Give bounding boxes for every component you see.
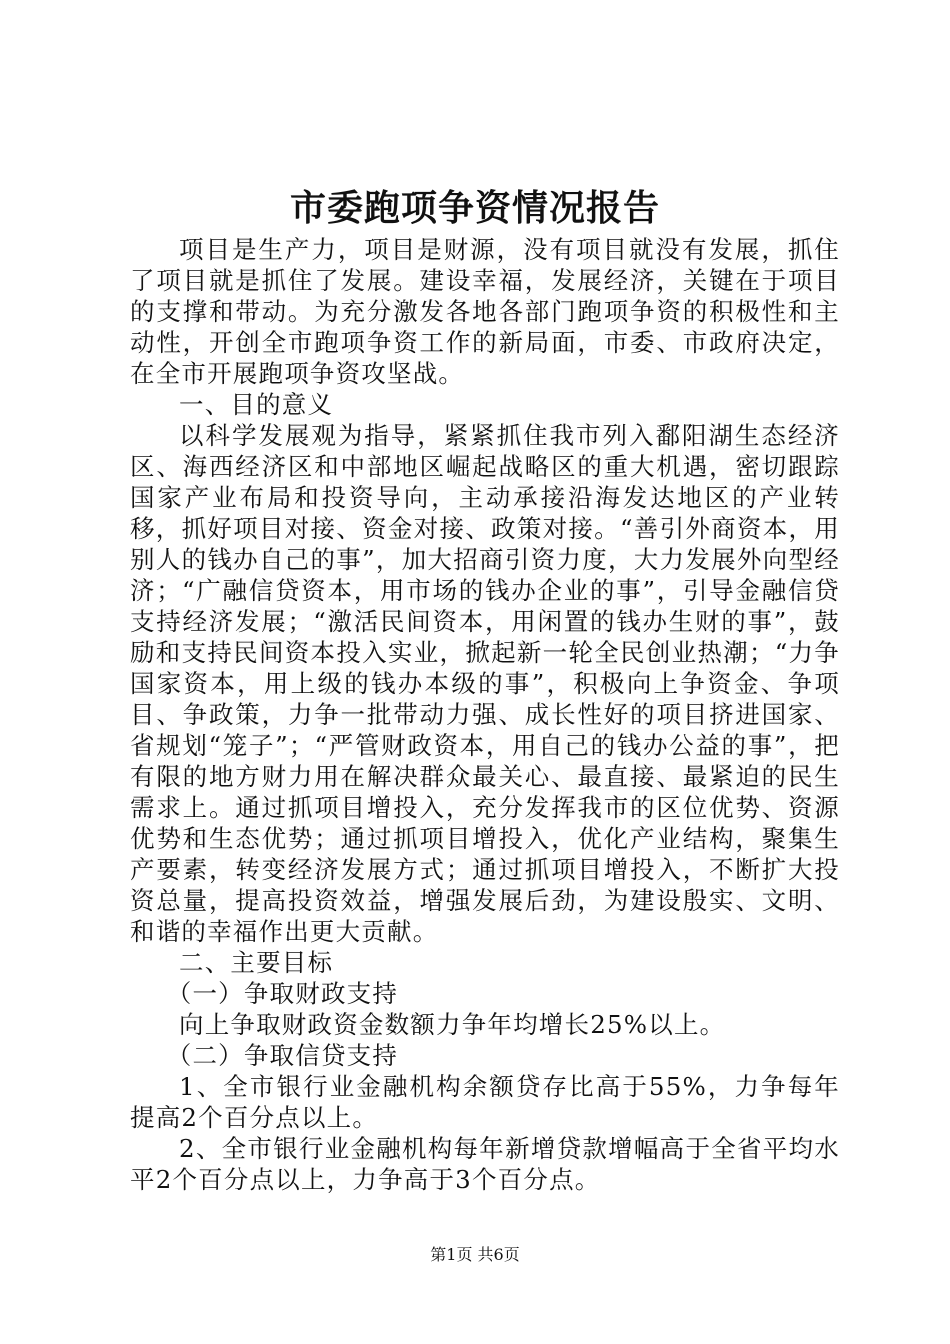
credit-item-1: 1、全市银行业金融机构余额贷存比高于55%，力争每年提高2个百分点以上。	[130, 1072, 840, 1132]
page-footer: 第1页 共6页	[430, 1245, 520, 1264]
document-body	[130, 234, 840, 1195]
subheading-credit-support: （二）争取信贷支持	[166, 1041, 399, 1070]
credit-item-2: 2、全市银行业金融机构每年新增贷款增幅高于全省平均水平2个百分点以上，力争高于3个百分点。	[130, 1134, 840, 1194]
subheading-fiscal-support: （一）争取财政支持	[166, 979, 399, 1008]
intro-paragraph: 项目是生产力，项目是财源，没有项目就没有发展，抓住了项目就是抓住了发展。建设幸福，发展经济，关键在于项目的支撑和带动。为充分激发各地各部门跑项争资的积极性和主动性，开创全市跑项争资工作的新局面，市委、市政府决定，在全市开展跑项争资攻坚战。	[130, 235, 840, 388]
section-heading-purpose: 一、目的意义	[179, 390, 334, 419]
purpose-paragraph: 以科学发展观为指导，紧紧抓住我市列入鄱阳湖生态经济区、海西经济区和中部地区崛起战略区的重大机遇，密切跟踪国家产业布局和投资导向，主动承接沿海发达地区的产业转移，抓好项目对接、资金对接、政策对接。“善引外商资本，用别人的钱办自己的事”，加大招商引资力度，大力发展外向型经济；“广融信贷资本，用市场的钱办企业的事”，引导金融信贷支持经济发展；“激活民间资本，用闲置的钱办生财的事”，鼓励和支持民间资本投入实业，掀起新一轮全民创业热潮；“力争国家资本，用上级的钱办本级的事”，积极向上争资金、争项目、争政策，力争一批带动力强、成长性好的项目挤进国家、省规划“笼子”；“严管财政资本，用自己的钱办公益的事”，把有限的地方财力用在解决群众最关心、最直接、最紧迫的民生需求上。通过抓项目增投入，充分发挥我市的区位优势、资源优势和生态优势；通过抓项目增投入，优化产业结构，聚集生产要素，转变经济发展方式；通过抓项目增投入，不断扩大投资总量，提高投资效益，增强发展后劲，为建设殷实、文明、和谐的幸福作出更大贡献。	[130, 421, 840, 946]
fiscal-support-paragraph: 向上争取财政资金数额力争年均增长25%以上。	[179, 1010, 726, 1039]
section-heading-goals: 二、主要目标	[179, 948, 334, 977]
document-title: 市委跑项争资情况报告	[289, 187, 660, 229]
